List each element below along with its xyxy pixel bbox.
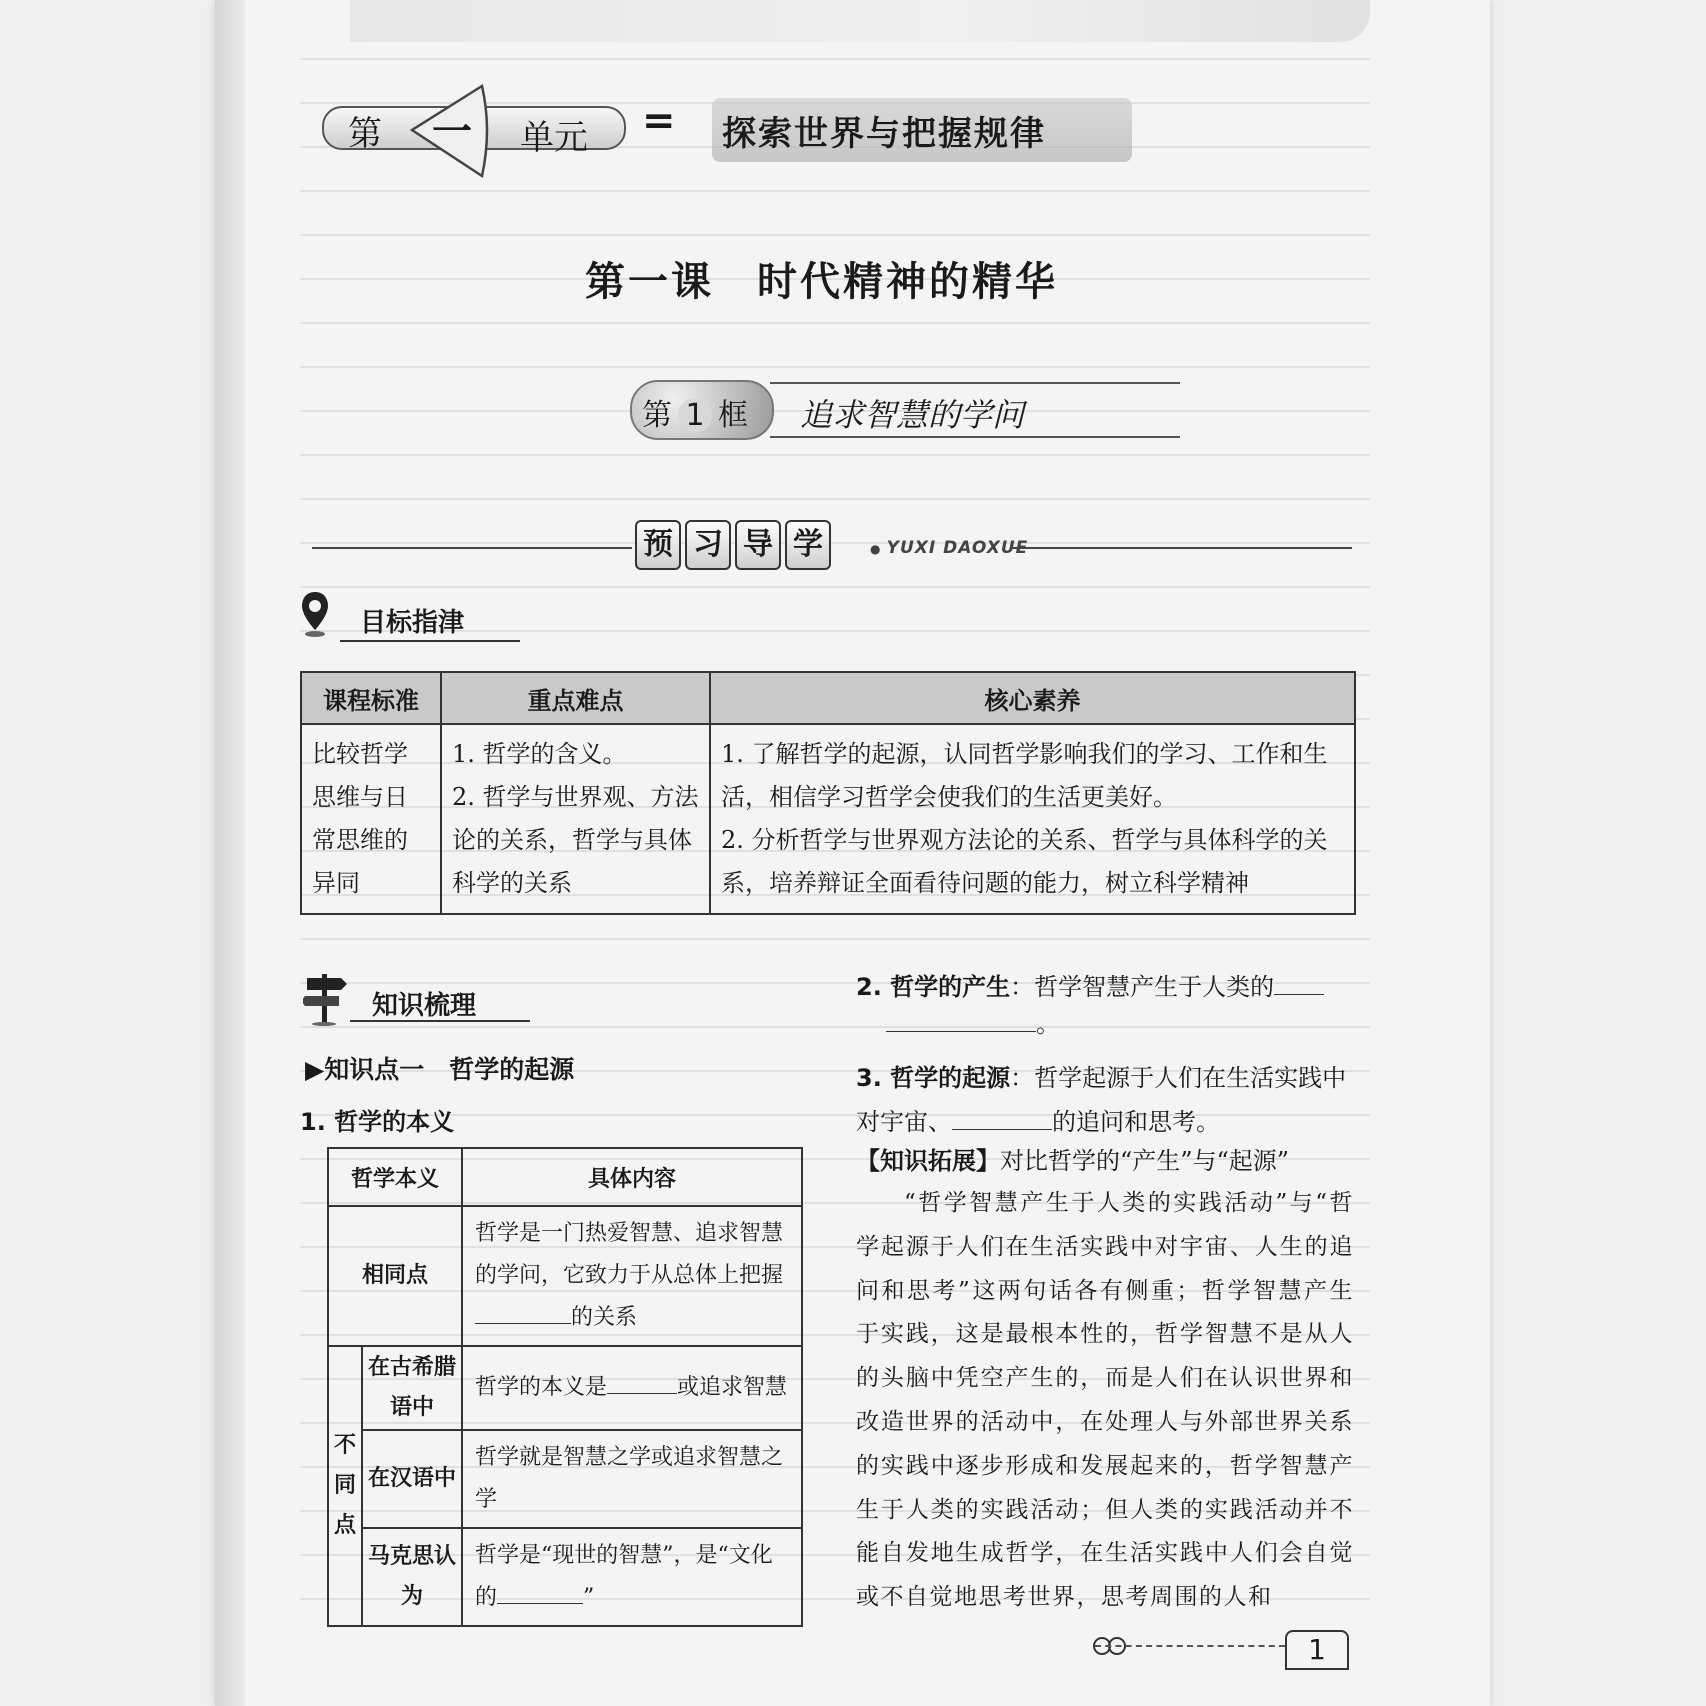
row-text-a: 哲学是“现世的智慧”，是“文化的 <box>475 1543 773 1610</box>
header-strip <box>350 0 1370 42</box>
table-header-row <box>328 1148 802 1206</box>
expand-title: 对比哲学的“产生”与“起源” <box>1000 1147 1290 1175</box>
same-content <box>462 1206 802 1346</box>
row-text-b: 或追求智慧 <box>677 1375 788 1400</box>
item2-label: 2. 哲学的产生 <box>856 973 1011 1001</box>
item3-text-b: 的追问和思考。 <box>1052 1108 1220 1136</box>
page-number: 1 <box>1285 1630 1349 1670</box>
unit-number: 一 <box>432 109 472 155</box>
header-content: 具体内容 <box>462 1148 802 1206</box>
expand-label: 【知识拓展】 <box>856 1147 1000 1175</box>
section-english: ● YUXI DAOXUE <box>870 538 1028 558</box>
literacy-cell <box>710 724 1355 914</box>
header-meaning: 哲学本义 <box>328 1148 462 1206</box>
literacy-item: 1. 了解哲学的起源，认同哲学影响我们的学习、工作和生活，相信学习哲学会使我们的生活更美好。 <box>721 740 1328 811</box>
fill-blank[interactable] <box>607 1393 677 1394</box>
same-text-a: 哲学是一门热爱智慧、追求智慧的学问，它致力于从总体上把握 <box>475 1221 784 1288</box>
key-point: 1. 哲学的含义。 <box>452 740 627 768</box>
section-title <box>635 520 831 570</box>
goals-table <box>300 671 1356 915</box>
item2-text: ：哲学智慧产生于人类的 <box>1010 973 1275 1001</box>
same-text-b: 的关系 <box>571 1305 638 1330</box>
header-literacy: 核心素养 <box>710 672 1355 724</box>
fill-blank[interactable] <box>497 1603 583 1604</box>
row-content <box>462 1528 802 1626</box>
diff-label: 不同点 <box>328 1346 362 1626</box>
unit-header <box>322 76 1122 172</box>
knowledge-heading: 知识梳理 <box>372 991 477 1021</box>
table-header-row <box>301 672 1355 724</box>
row-label: 在汉语中 <box>362 1430 462 1528</box>
knowledge-point-title: ▶知识点一 哲学的起源 <box>305 1055 575 1084</box>
knowledge-item-1: 1. 哲学的本义 <box>300 1108 455 1136</box>
section-rule-right <box>1012 547 1352 549</box>
knowledge-underline <box>350 1020 530 1022</box>
item3-text-a: ：哲学起源于人们在生活实践中对宇宙、 <box>856 1064 1347 1136</box>
unit-prefix: 第 <box>348 114 382 154</box>
item2-end: 。 <box>1036 1010 1060 1038</box>
header-standard: 课程标准 <box>301 672 441 724</box>
meaning-table <box>327 1147 803 1627</box>
fill-blank[interactable] <box>1274 994 1324 995</box>
header-key-points: 重点难点 <box>441 672 710 724</box>
table-row <box>328 1430 802 1528</box>
book-spine <box>215 0 245 1706</box>
knowledge-item-3 <box>856 1056 1356 1144</box>
row-content: 哲学就是智慧之学或追求智慧之学 <box>462 1430 802 1528</box>
expand-paragraph: “哲学智慧产生于人类的实践活动”与“哲学起源于人们在生活实践中对宇宙、人生的追问和思考”这两句话各有侧重；哲学智慧产生于实践，这是最根本性的，哲学智慧不是从人的头脑中凭空产生的，而是人们在认识世界和改造世界的活动中，在处理人与外部世界关系的实践中逐步形成和发展起来的，哲学智慧产生于人类的实践活动；但人类的实践活动并不能自发地生成哲学，在生活实践中人们会自觉或不自觉地思考世界，思考周围的人和 <box>856 1190 1354 1611</box>
goals-heading: 目标指津 <box>360 608 465 638</box>
row-text-b: ” <box>583 1585 595 1610</box>
section-char: 学 <box>785 520 831 570</box>
frame-label <box>642 390 748 434</box>
table-row <box>328 1346 802 1430</box>
row-text-a: 哲学的本义是 <box>475 1375 608 1400</box>
frame-rule-top <box>770 382 1180 384</box>
frame-prefix: 第 <box>642 398 672 433</box>
frame-title: 追求智慧的学问 <box>800 396 1025 434</box>
page-dotted-rule <box>1095 1645 1285 1647</box>
frame-suffix: 框 <box>718 398 748 433</box>
section-char: 预 <box>635 520 681 570</box>
section-char: 习 <box>685 520 731 570</box>
fill-blank[interactable] <box>952 1129 1052 1130</box>
unit-title: 探索世界与把握规律 <box>722 114 1046 154</box>
standard-cell: 比较哲学思维与日常思维的异同 <box>301 724 441 914</box>
fill-blank[interactable] <box>886 1031 1036 1032</box>
frame-rule-bottom <box>770 436 1180 438</box>
unit-equals: = <box>642 98 676 144</box>
goals-underline <box>340 640 520 642</box>
location-pin-icon <box>300 590 330 640</box>
same-label: 相同点 <box>328 1206 462 1346</box>
knowledge-item-2 <box>856 967 1356 1039</box>
key-point: 2. 哲学与世界观、方法论的关系，哲学与具体科学的关系 <box>452 783 699 897</box>
fill-blank[interactable] <box>475 1323 571 1324</box>
table-row <box>328 1206 802 1346</box>
table-row <box>301 724 1355 914</box>
row-label: 马克思认为 <box>362 1528 462 1626</box>
table-row <box>328 1528 802 1626</box>
lesson-title: 第一课 时代精神的精华 <box>585 259 1058 305</box>
frame-number: 1 <box>678 398 712 433</box>
literacy-item: 2. 分析哲学与世界观方法论的关系、哲学与具体科学的关系，培养辩证全面看待问题的能力，树立科学精神 <box>721 826 1328 897</box>
key-points-cell <box>441 724 710 914</box>
knowledge-expand-title <box>856 1141 1289 1176</box>
row-content <box>462 1346 802 1430</box>
unit-suffix: 单元 <box>520 118 588 158</box>
row-label: 在古希腊语中 <box>362 1346 462 1430</box>
section-rule-left <box>312 547 632 549</box>
item3-label: 3. 哲学的起源 <box>856 1064 1011 1092</box>
section-char: 导 <box>735 520 781 570</box>
signpost-icon <box>303 970 347 1026</box>
item2-continuation <box>856 1004 1356 1039</box>
